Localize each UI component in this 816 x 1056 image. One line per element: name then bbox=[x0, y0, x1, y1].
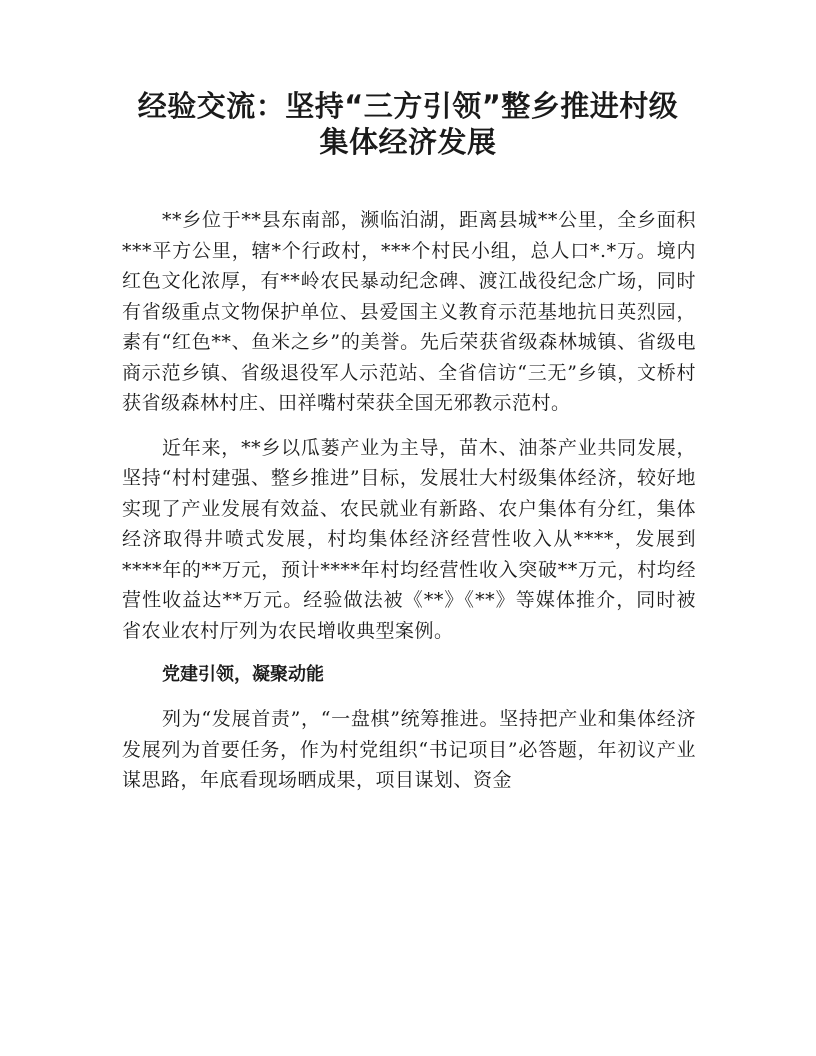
document-body bbox=[122, 205, 696, 810]
title-line-1: 经验交流：坚持“三方引领”整乡推进村级 bbox=[137, 89, 679, 123]
title-line-2: 集体经济发展 bbox=[319, 125, 497, 159]
paragraph-party-building: 列为“发展首责”，“一盘棋”统筹推进。坚持把产业和集体经济发展列为首要任务，作为村党组织“书记项目”必答题，年初议产业谋思路，年底看现场晒成果，项目谋划、资金 bbox=[122, 708, 696, 791]
document-title bbox=[96, 88, 720, 160]
paragraph-intro: **乡位于**县东南部，濒临泊湖，距离县城**公里，全乡面积***平方公里，辖*个行政村，***个村民小组，总人口*.*万。境内红色文化浓厚，有**岭农民暴动纪念碑、渡江战役纪念广场，同时有省级重点文物保护单位、县爱国主义教育示范基地抗日英烈园，素有“红色**、鱼米之乡”的美誉。先后荣获省级森林城镇、省级电商示范乡镇、省级退役军人示范站、全省信访“三无”乡镇，文桥村获省级森林村庄、田祥嘴村荣获全国无邪教示范村。 bbox=[122, 209, 696, 414]
section-heading: 党建引领，凝聚动能 bbox=[162, 664, 324, 685]
paragraph-development: 近年来，**乡以瓜蒌产业为主导，苗木、油茶产业共同发展，坚持“村村建强、整乡推进”目标，发展壮大村级集体经济，较好地实现了产业发展有效益、农民就业有新路、农户集体有分红，集体经济取得井喷式发展，村均集体经济经营性收入从****，发展到****年的**万元，预计****年村均经营性收入突破**万元，村均经营性收益达**万元。经验做法被《**》《**》等媒体推介，同时被省农业农村厅列为农民增收典型案例。 bbox=[122, 436, 696, 642]
